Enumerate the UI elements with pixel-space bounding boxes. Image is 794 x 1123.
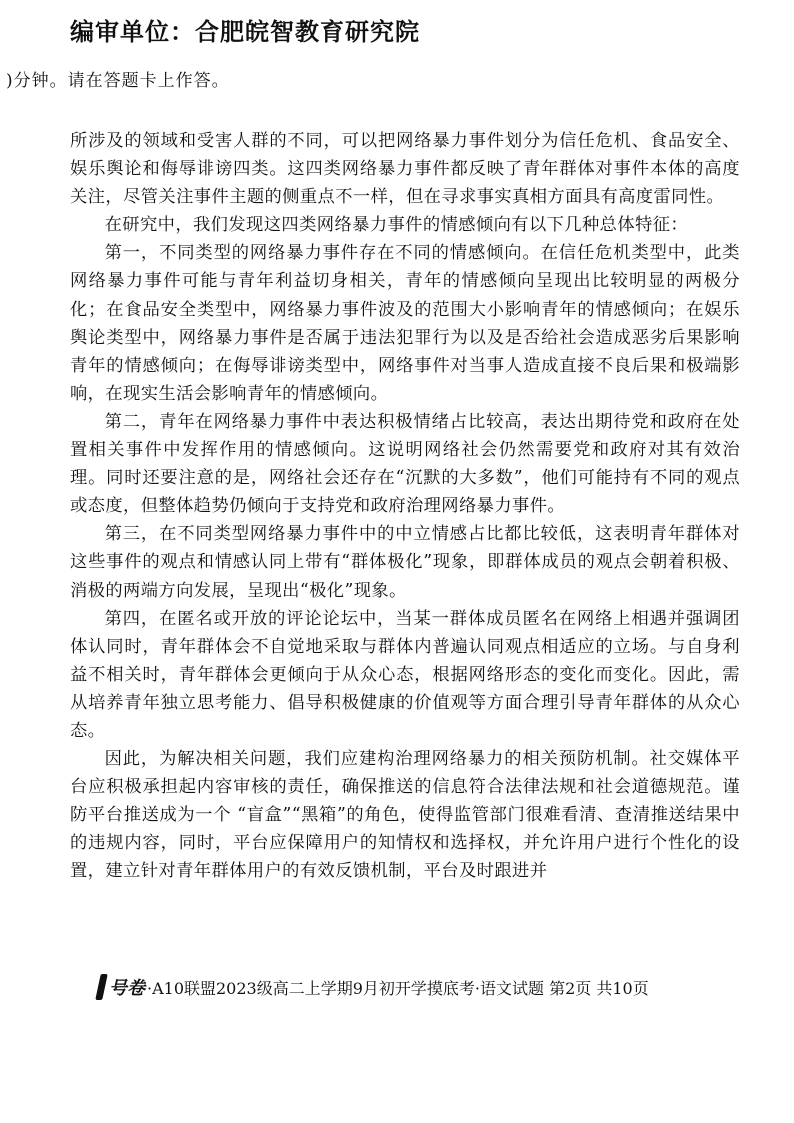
logo-mark-icon bbox=[95, 974, 108, 1000]
paragraph-2: 第一，不同类型的网络暴力事件存在不同的情感倾向。在信任危机类型中，此类网络暴力事件可能与青年利益切身相关，青年的情感倾向呈现出比较明显的两极分化；在食品安全类型中，网络暴力事件波及的范围大小影响青年的情感倾向；在娱乐舆论类型中，网络暴力事件是否属于违法犯罪行为以及是否给社会造成恶劣后果影响青年的情感倾向；在侮辱诽谤类型中，网络事件对当事人造成直接不良后果和极端影响，在现实生活会影响青年的情感倾向。 bbox=[70, 243, 740, 404]
paragraph-5: 第四，在匿名或开放的评论论坛中，当某一群体成员匿名在网络上相遇并强调团体认同时，青年群体会不自觉地采取与群体内普遍认同观点相适应的立场。与自身利益不相关时，青年群体会更倾向于从众心态，根据网络形态的变化而变化。因此，需从培养青年独立思考能力、倡导积极健康的价值观等方面合理引导青年群体的从众心态。 bbox=[70, 608, 740, 741]
exam-logo bbox=[98, 974, 145, 1000]
article-body bbox=[70, 127, 740, 886]
footer-exam-info: ·A10联盟2023级高二上学期9月初开学摸底考·语文试题 第2页 共10页 bbox=[147, 978, 649, 998]
editing-unit-header: 编审单位：合肥皖智教育研究院 bbox=[70, 18, 420, 46]
paragraph-4: 第三，在不同类型网络暴力事件中的中立情感占比都比较低，这表明青年群体对这些事件的观点和情感认同上带有“群体极化”现象，即群体成员的观点会朝着积极、消极的两端方向发展，呈现出“极化”现象。 bbox=[70, 524, 740, 601]
paragraph-1: 在研究中，我们发现这四类网络暴力事件的情感倾向有以下几种总体特征： bbox=[104, 215, 689, 236]
paragraph-3: 第二，青年在网络暴力事件中表达积极情绪占比较高，表达出期待党和政府在处置相关事件中发挥作用的情感倾向。这说明网络社会仍然需要党和政府对其有效治理。同时还要注意的是，网络社会还存在“沉默的大多数”，他们可能持有不同的观点或态度，但整体趋势仍倾向于支持党和政府治理网络暴力事件。 bbox=[70, 411, 740, 517]
paragraph-6: 因此，为解决相关问题，我们应建构治理网络暴力的相关预防机制。社交媒体平台应积极承担起内容审核的责任，确保推送的信息符合法律法规和社会道德规范。谨防平台推送成为一个 “盲盒”“黑箱”的角色，使得监管部门很难看清、查清推送结果中的违规内容，同时，平台应保障用户的知情权和选择权，并允许用户进行个性化的设置，建立针对青年群体用户的有效反馈机制，平台及时跟进并 bbox=[70, 749, 740, 882]
page-footer bbox=[98, 974, 758, 1000]
exam-instruction-line: )分钟。请在答题卡上作答。 bbox=[6, 71, 230, 91]
logo-text: 号卷 bbox=[109, 978, 145, 999]
paragraph-0: 所涉及的领域和受害人群的不同，可以把网络暴力事件划分为信任危机、食品安全、娱乐舆论和侮辱诽谤四类。这四类网络暴力事件都反映了青年群体对事件本体的高度关注，尽管关注事件主题的侧重点不一样，但在寻求事实真相方面具有高度雷同性。 bbox=[70, 131, 740, 208]
